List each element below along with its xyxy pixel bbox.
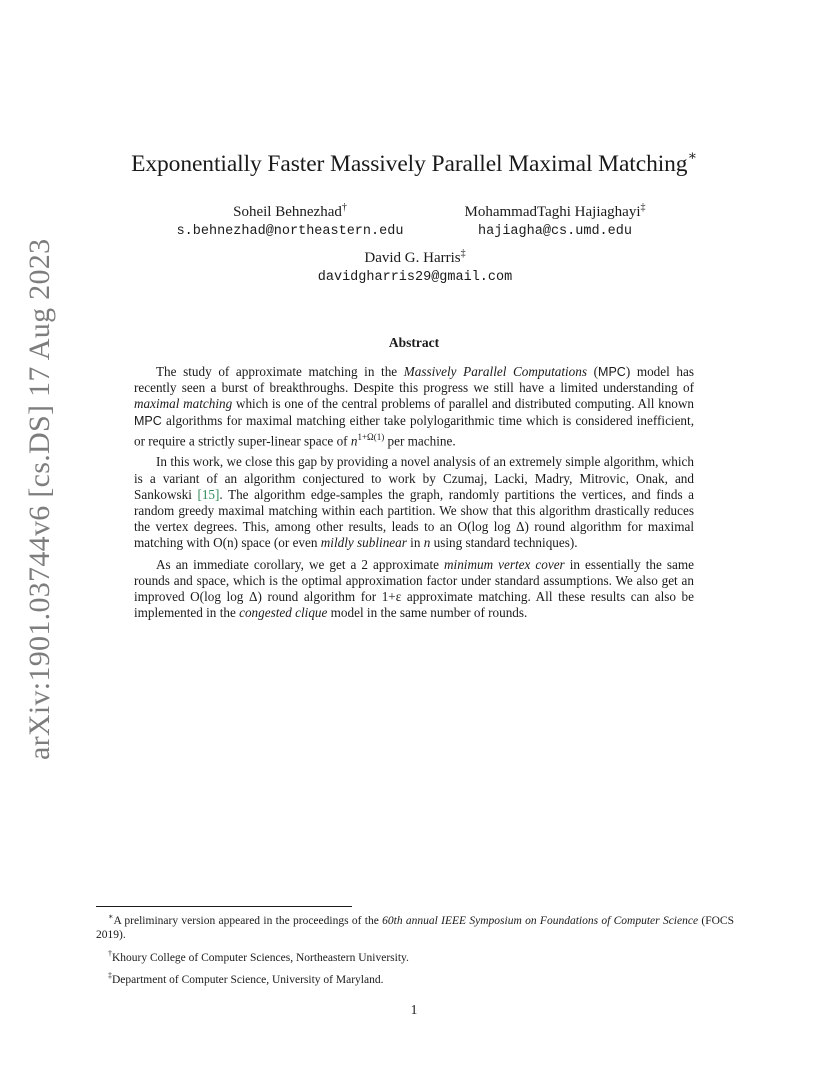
footnote-rule [96,906,352,907]
abstract-paragraph: As an immediate corollary, we get a 2 approximate minimum vertex cover in essentially the same rounds and space, which is the optimal approximation factor under standard assumptions. We also get an improved O(log log Δ) round algorithm for 1+ε approximate matching. All these results can also be implemented in the congested clique model in the same number of rounds. [134,556,695,621]
author-affiliation-mark: ‡ [640,202,646,213]
abstract-paragraph: In this work, we close this gap by providing a novel analysis of an extremely simple algorithm, which is a variant of an algorithm conjectured to work by Czumaj, Lacki, Madry, Mitrovic, Onak, and Sankowski [15]. The algorithm edge-samples the graph, randomly partitions the vertices, and finds a random greedy maximal matching within each partition. We show that this algorithm drastically reduces the vertex degrees. This, among other results, leads to an O(log log Δ) round algorithm for maximal matching with O(n) space (or even mildly sublinear in n using standard techniques). [134,454,694,551]
footnote: ‡Department of Computer Science, University of Maryland. [108,971,384,986]
abstract-heading: Abstract [388,335,440,350]
author-email[interactable]: davidgharris29@gmail.com [317,270,513,285]
footnote: ∗A preliminary version appeared in the proceedings of the 60th annual IEEE Symposium on Foundations of Computer Science (FOCS 2019). [96,912,734,942]
footnote: †Khoury College of Computer Sciences, Northeastern University. [108,948,409,964]
abstract-paragraph: The study of approximate matching in the Massively Parallel Computations (MPC) model has recently seen a burst of breakthroughs. Despite this progress we still have a limited understanding of maximal matching which is one of the central problems of parallel and distributed computing. All known MPC algorithms for maximal matching either take polylogarithmic time which is considered inefficient, or require a strictly super-linear space of $n^{1+\Omega(1)}$ per machine. [134,364,695,449]
author-block [280,244,550,288]
abstract-body [134,364,694,626]
author-name: David G. Harris‡ [364,248,466,266]
title-footnote-mark: ∗ [687,149,697,164]
footnotes [96,910,734,991]
arxiv-stamp: arXiv:1901.03744v6 [cs.DS] 17 Aug 2023 [23,238,56,760]
author-block [160,198,420,242]
citation-link[interactable]: [15] [197,486,220,502]
author-name: Soheil Behnezhad† [233,202,347,220]
paper-title [100,150,728,178]
author-affiliation-mark: † [341,202,347,213]
author-name: MohammadTaghi Hajiaghayi‡ [464,202,646,220]
author-email[interactable]: hajiagha@cs.umd.edu [478,224,632,239]
page-number: 1 [410,1002,418,1017]
author-email[interactable]: s.behnezhad@northeastern.edu [176,224,404,239]
title-text: Exponentially Faster Massively Parallel Maximal Matching [131,150,688,177]
author-affiliation-mark: ‡ [460,248,466,259]
author-block [430,198,680,242]
